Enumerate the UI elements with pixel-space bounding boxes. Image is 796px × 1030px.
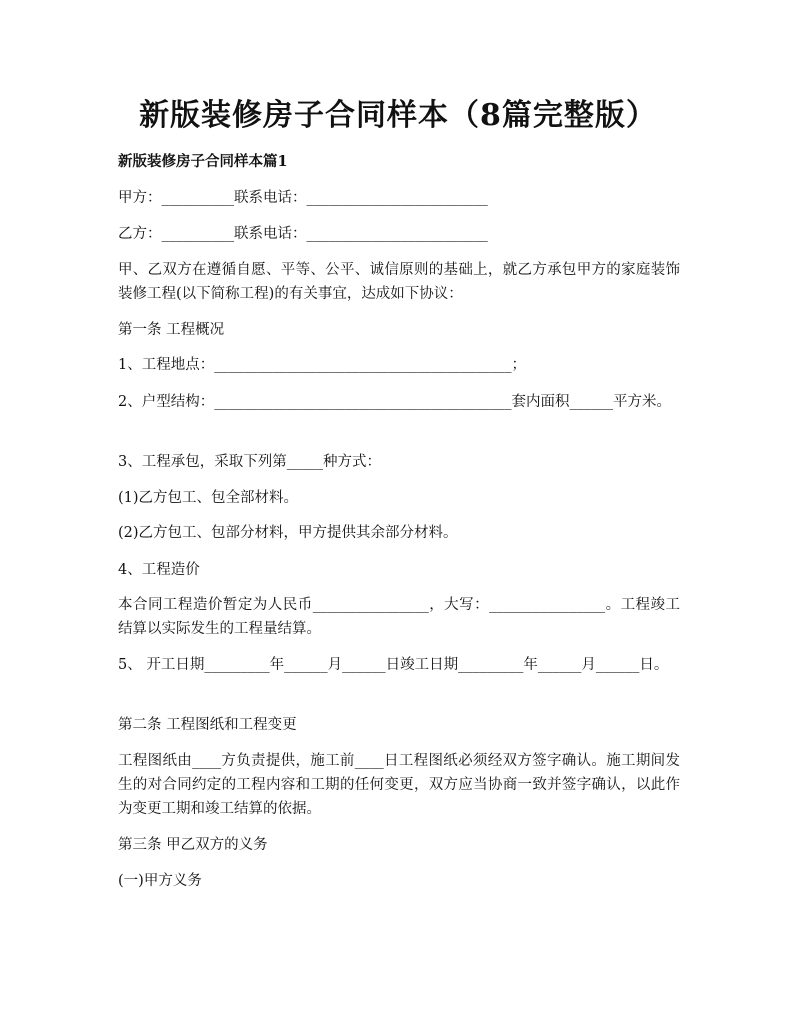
option-2: (2)乙方包工、包部分材料，甲方提供其余部分材料。 xyxy=(118,525,458,541)
agreement-intro: 甲、乙双方在遵循自愿、平等、公平、诚信原则的基础上，就乙方承包甲方的家庭装饰装修工程(以下简称工程)的有关事宜，达成如下协议： xyxy=(118,262,680,302)
party-a-duties-heading: (一)甲方义务 xyxy=(118,873,202,889)
party-a-line: 甲方：__________联系电话：_________________________ xyxy=(118,190,488,206)
document-title: 新版装修房子合同样本（8篇完整版） xyxy=(139,98,657,133)
clause-cost-heading: 4、工程造价 xyxy=(118,562,200,578)
clause-contract-method: 3、工程承包，采取下列第_____种方式： xyxy=(118,454,381,470)
article-2-heading: 第二条 工程图纸和工程变更 xyxy=(118,717,297,733)
section-heading: 新版装修房子合同样本篇1 xyxy=(118,153,288,170)
article-3-heading: 第三条 甲乙双方的义务 xyxy=(118,837,268,853)
article-2-text: 工程图纸由____方负责提供，施工前____日工程图纸必须经双方签字确认。施工期间发生的对合同约定的工程内容和工期的任何变更，双方应当协商一致并签字确认，以此作为变更工期和竣工结算的依据。 xyxy=(118,753,680,817)
option-1: (1)乙方包工、包全部材料。 xyxy=(118,490,299,506)
clause-layout-area: 2、户型结构：_________________________________________套内面积______平方米。 xyxy=(118,394,671,410)
article-1-heading: 第一条 工程概况 xyxy=(118,322,225,338)
party-b-line: 乙方：__________联系电话：_________________________ xyxy=(118,226,488,242)
clause-site-address: 1、工程地点：_________________________________________； xyxy=(118,357,526,373)
clause-dates: 5、 开工日期_________年______月______日竣工日期_________年______月______日。 xyxy=(118,657,669,673)
clause-cost-text: 本合同工程造价暂定为人民币________________，大写：________________。工程竣工结算以实际发生的工程量结算。 xyxy=(118,597,680,637)
